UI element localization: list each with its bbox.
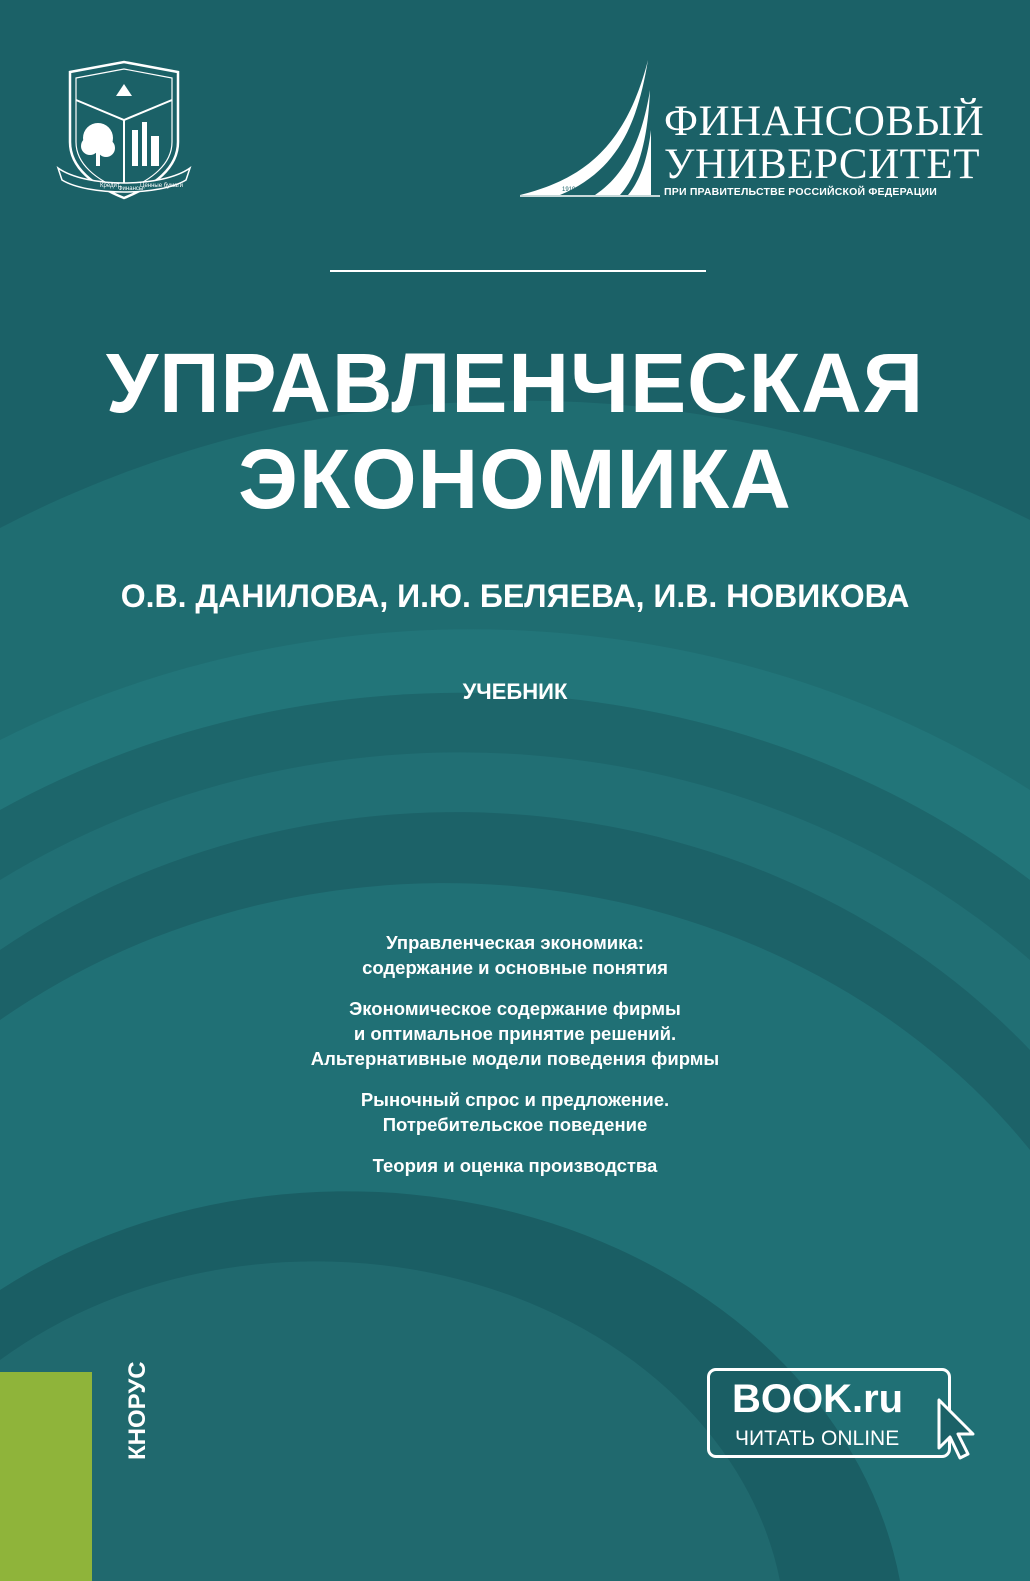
founded-year: 1919 — [562, 187, 576, 193]
contents-list — [230, 930, 800, 1194]
university-emblem-icon — [56, 56, 192, 206]
accent-strip — [0, 1372, 92, 1581]
finance-university-logo-icon — [520, 60, 665, 200]
university-name — [664, 100, 984, 186]
university-subtitle: ПРИ ПРАВИТЕЛЬСТВЕ РОССИЙСКОЙ ФЕДЕРАЦИИ — [664, 186, 938, 198]
university-name-line1: ФИНАНСОВЫЙ — [664, 98, 985, 145]
book-title-line1: УПРАВЛЕНЧЕСКАЯ — [105, 336, 925, 430]
bookru-read-online-button[interactable] — [707, 1368, 951, 1458]
publisher-label — [124, 1361, 151, 1460]
bookru-title: BOOK.ru — [732, 1377, 904, 1421]
publisher-name: КНОРУС — [124, 1361, 151, 1460]
bookru-subtitle: ЧИТАТЬ ONLINE — [735, 1427, 900, 1450]
emblem-ribbon-word: Финансы — [118, 186, 144, 192]
contents-item: Управленческая экономика: содержание и основные понятия — [362, 932, 668, 978]
contents-item: Рыночный спрос и предложение. Потребительское поведение — [360, 1089, 670, 1135]
book-title — [0, 335, 1030, 527]
university-name-line2: УНИВЕРСИТЕТ — [664, 141, 980, 188]
divider — [330, 270, 706, 272]
book-authors: О.В. ДАНИЛОВА, И.Ю. БЕЛЯЕВА, И.В. НОВИКОВА — [120, 578, 910, 614]
contents-item: Экономическое содержание фирмы и оптимальное принятие решений. Альтернативные модели поведения фирмы — [310, 998, 720, 1069]
book-kind: УЧЕБНИК — [462, 679, 568, 704]
finance-university-logo — [520, 60, 985, 210]
emblem-ribbon-word: Ценные бумаги — [140, 183, 183, 189]
emblem-ribbon-word: Кредит — [100, 183, 120, 189]
contents-item: Теория и оценка производства — [372, 1155, 658, 1176]
book-title-line2: ЭКОНОМИКА — [238, 432, 792, 526]
cursor-arrow-icon — [935, 1396, 977, 1474]
